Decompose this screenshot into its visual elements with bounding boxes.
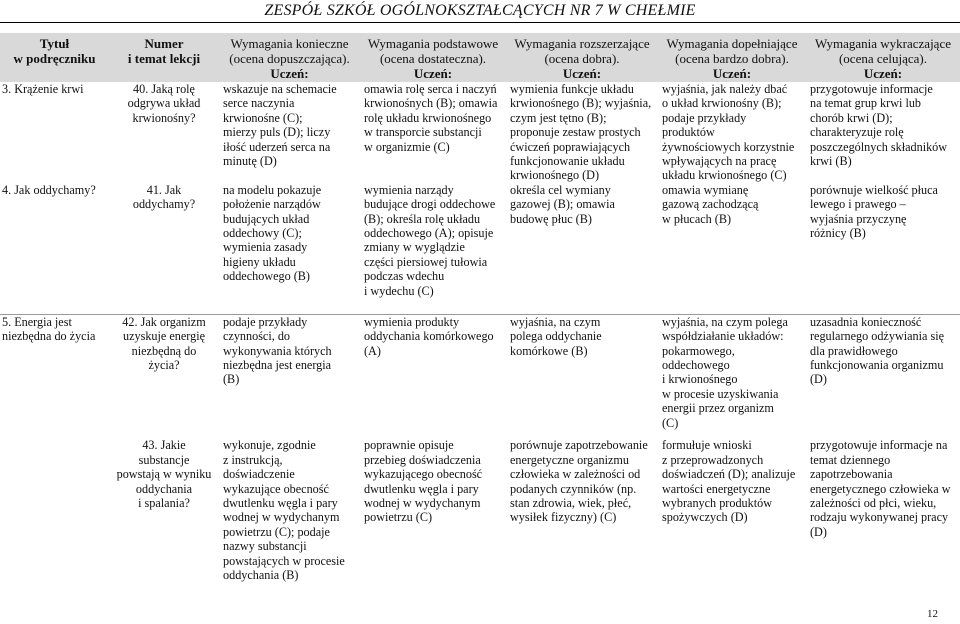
cell-line: zmiany w wyglądzie: [364, 240, 465, 255]
cell-line: energetycznego człowieka w: [810, 481, 951, 496]
header-line: Wymagania dopełniające: [666, 36, 798, 51]
requirements-basic-cell: [360, 438, 506, 582]
requirements-extended-cell: [506, 183, 658, 304]
header-requirements-extended: [506, 33, 658, 82]
cell-line: produktów: [662, 125, 715, 140]
cell-line: wybranych produktów: [662, 495, 773, 510]
cell-line: (D): [810, 372, 827, 387]
gap-cell: [0, 304, 960, 315]
cell-line: porównuje wielkość płuca: [810, 182, 938, 197]
cell-line: pokarmowego,: [662, 343, 735, 358]
cell-line: wartości energetyczne: [662, 481, 771, 496]
cell-line: czynności, do: [223, 329, 291, 344]
header-line: (ocena dobra).: [544, 51, 620, 66]
cell-line: zapotrzebowania: [810, 467, 893, 482]
cell-line: wymienia narządy: [364, 182, 454, 197]
requirements-basic-cell: [360, 183, 506, 304]
cell-line: omawia wymianę: [662, 182, 749, 197]
cell-line: (D): [810, 524, 827, 539]
cell-line: ćwiczeń poprawiających: [510, 139, 631, 154]
cell-line: rolę układu krwionośnego: [364, 110, 492, 125]
cell-line: (A): [364, 343, 381, 358]
cell-line: funkcjonowanie układu: [510, 154, 625, 169]
header-line: (ocena dostateczna).: [379, 51, 487, 66]
requirements-necessary-cell: [219, 82, 360, 183]
cell-line: przygotowuje informacje: [810, 82, 933, 96]
requirements-table: [0, 33, 960, 582]
cell-line: przygotowuje informacje na: [810, 438, 948, 453]
header-line: Uczeń:: [562, 66, 602, 81]
cell-line: powstających w procesie: [223, 553, 345, 568]
table-body: [0, 82, 960, 582]
header-line: i temat lekcji: [127, 51, 201, 66]
cell-line: oddechowego: [662, 358, 730, 373]
cell-line: krwionośnego (B); wyjaśnia,: [510, 96, 652, 111]
cell-line: regularnego odżywiania się: [810, 329, 945, 344]
cell-line: na modelu pokazuje: [223, 182, 322, 197]
requirements-extended-cell: [506, 82, 658, 183]
cell-line: krwionośny?: [132, 110, 196, 125]
requirements-exceeding-cell: [806, 314, 960, 438]
requirements-exceeding-cell: [806, 438, 960, 582]
cell-line: oddechowego (B): [223, 269, 310, 284]
cell-line: i wydechu (C): [364, 283, 434, 298]
cell-line: 4. Jak oddychamy?: [2, 182, 96, 197]
cell-line: wyjaśnia, jak należy dbać: [662, 82, 788, 96]
header-rule: [0, 22, 960, 23]
cell-line: niezbędna do życia: [2, 329, 96, 344]
cell-line: wykazującego obecność: [364, 467, 483, 482]
table-row: [0, 183, 960, 304]
cell-line: 42. Jak organizm: [122, 314, 206, 329]
cell-line: nazwy substancji: [223, 539, 307, 554]
cell-line: uzyskuje energię: [122, 329, 205, 344]
header-requirements-basic: [360, 33, 506, 82]
cell-line: wykonywania których: [223, 343, 332, 358]
requirements-basic-cell: [360, 314, 506, 438]
cell-line: na temat grup krwi lub: [810, 96, 922, 111]
requirements-complementary-cell: [658, 314, 806, 438]
cell-line: (B): [223, 372, 240, 387]
cell-line: poprawnie opisuje: [364, 438, 454, 453]
cell-line: dwutlenku węgla i pary: [364, 481, 479, 496]
cell-line: 5. Energia jest: [2, 314, 72, 329]
cell-line: temat dziennego: [810, 452, 891, 467]
cell-line: budujących układ: [223, 211, 310, 226]
table-row: [0, 82, 960, 183]
header-line: Uczeń:: [712, 66, 752, 81]
header-line: Numer: [144, 36, 184, 51]
cell-line: oddechowego (A); opisuje: [364, 226, 494, 241]
requirements-necessary-cell: [219, 438, 360, 582]
cell-line: gazową zachodzącą: [662, 197, 759, 212]
cell-line: krwionośnego (D): [510, 168, 600, 183]
cell-line: energii przez organizm: [662, 401, 774, 416]
cell-line: proponuje zestaw prostych: [510, 125, 641, 140]
cell-line: dla prawidłowego: [810, 343, 898, 358]
header-line: Uczeń:: [863, 66, 903, 81]
requirements-exceeding-cell: [806, 82, 960, 183]
cell-line: dwutlenku węgla i pary: [223, 495, 338, 510]
cell-line: podaje przykłady: [662, 110, 747, 125]
cell-line: odgrywa układ: [127, 96, 201, 111]
cell-line: położenie narządów: [223, 197, 321, 212]
cell-line: oddychania: [135, 481, 193, 496]
lesson-topic-cell: [109, 438, 219, 582]
cell-line: współdziałanie układów:: [662, 329, 784, 344]
table-header: [0, 33, 960, 82]
cell-line: iłość uderzeń serca na: [223, 139, 331, 154]
cell-line: porównuje zapotrzebowanie: [510, 438, 648, 453]
header-line: Wymagania rozszerzające: [514, 36, 650, 51]
cell-line: spożywczych (D): [662, 510, 748, 525]
cell-line: podanych czynników (np.: [510, 481, 637, 496]
header-requirements-necessary: [219, 33, 360, 82]
section-title-cell: [0, 82, 109, 183]
cell-line: uzasadnia konieczność: [810, 314, 922, 329]
cell-line: rodzaju wykonywanej pracy: [810, 510, 949, 525]
cell-line: wymienia funkcje układu: [510, 82, 634, 96]
cell-line: wskazuje na schemacie: [223, 82, 337, 96]
cell-line: niezbędną do: [131, 343, 197, 358]
lesson-topic-cell: [109, 82, 219, 183]
cell-line: lewego i prawego –: [810, 197, 906, 212]
lesson-topic-cell: [109, 314, 219, 438]
cell-line: polega oddychanie: [510, 329, 602, 344]
header-line: Uczeń:: [413, 66, 453, 81]
cell-line: chorób krwi (D);: [810, 110, 893, 125]
cell-line: wykazujące obecność: [223, 481, 329, 496]
header-requirements-complementary: [658, 33, 806, 82]
cell-line: substancje: [138, 452, 190, 467]
header-title-column: [0, 33, 109, 82]
cell-line: układu krwionośnego (C): [662, 168, 787, 183]
cell-line: oddychania komórkowego: [364, 329, 494, 344]
cell-line: 3. Krążenie krwi: [2, 82, 84, 96]
cell-line: w procesie uzyskiwania: [662, 386, 779, 401]
requirements-complementary-cell: [658, 82, 806, 183]
cell-line: krwionośne (C);: [223, 110, 303, 125]
cell-line: (C): [662, 415, 679, 430]
cell-line: minutę (D): [223, 154, 277, 169]
cell-line: poszczególnych składników: [810, 139, 948, 154]
requirements-necessary-cell: [219, 183, 360, 304]
cell-line: oddychamy?: [132, 197, 196, 212]
cell-line: wymienia zasady: [223, 240, 308, 255]
requirements-complementary-cell: [658, 183, 806, 304]
cell-line: człowieka w zależności od: [510, 467, 641, 482]
lesson-topic-cell: [109, 183, 219, 304]
page-number: 12: [927, 608, 938, 620]
header-line: Tytuł: [39, 36, 70, 51]
cell-line: podczas wdechu: [364, 269, 445, 284]
cell-line: czym jest tętno (B);: [510, 110, 607, 125]
cell-line: wyjaśnia przyczynę: [810, 211, 907, 226]
cell-line: wymienia produkty: [364, 314, 460, 329]
cell-line: 41. Jak: [146, 182, 182, 197]
cell-line: z instrukcją,: [223, 452, 283, 467]
section-title-cell: [0, 438, 109, 582]
cell-line: w płucach (B): [662, 211, 732, 226]
cell-line: wyjaśnia, na czym: [510, 314, 601, 329]
cell-line: i krwionośnego: [662, 372, 738, 387]
header-line: (ocena celująca).: [838, 51, 928, 66]
cell-line: stan zdrowia, wiek, płeć,: [510, 495, 632, 510]
table-row: [0, 438, 960, 582]
cell-line: wyjaśnia, na czym polega: [662, 314, 788, 329]
requirements-extended-cell: [506, 438, 658, 582]
cell-line: formułuje wnioski: [662, 438, 752, 453]
cell-line: doświadczenie: [223, 467, 295, 482]
cell-line: charakteryzuje rolę: [810, 125, 904, 140]
document-header: [0, 2, 960, 20]
header-requirements-exceeding: [806, 33, 960, 82]
header-line: Wymagania konieczne: [230, 36, 349, 51]
cell-line: i spalania?: [138, 495, 190, 510]
cell-line: wodnej w wydychanym: [364, 495, 481, 510]
cell-line: oddychania (B): [223, 568, 299, 582]
cell-line: różnicy (B): [810, 226, 866, 241]
header-line: (ocena dopuszczająca).: [229, 51, 350, 66]
header-lesson-column: [109, 33, 219, 82]
cell-line: wykonuje, zgodnie: [223, 438, 316, 453]
cell-line: komórkowe (B): [510, 343, 588, 358]
cell-line: 40. Jaką rolę: [133, 82, 195, 96]
cell-line: 43. Jakie: [142, 438, 186, 453]
cell-line: omawia rolę serca i naczyń: [364, 82, 497, 96]
cell-line: o układ krwionośny (B);: [662, 96, 782, 111]
cell-line: zależności od płci, wieku,: [810, 495, 937, 510]
cell-line: przebieg doświadczenia: [364, 452, 481, 467]
cell-line: serce naczynia: [223, 96, 295, 111]
section-title-cell: [0, 314, 109, 438]
header-line: w podręczniku: [13, 51, 96, 66]
cell-line: krwionośnych (B); omawia: [364, 96, 498, 111]
cell-line: krwi (B): [810, 154, 852, 169]
requirements-exceeding-cell: [806, 183, 960, 304]
row-gap: [0, 304, 960, 315]
cell-line: życia?: [148, 358, 180, 373]
cell-line: budowę płuc (B): [510, 211, 592, 226]
cell-line: funkcjonowania organizmu: [810, 358, 944, 373]
cell-line: wodnej w wydychanym: [223, 510, 340, 525]
cell-line: powietrzu (C); podaje: [223, 524, 330, 539]
cell-line: higieny układu: [223, 254, 296, 269]
requirements-basic-cell: [360, 82, 506, 183]
header-line: Uczeń:: [270, 66, 309, 81]
header-line: (ocena bardzo dobra).: [675, 51, 789, 66]
cell-line: energetyczne organizmu: [510, 452, 630, 467]
section-title-cell: [0, 183, 109, 304]
header-line: Wymagania wykraczające: [815, 36, 951, 51]
cell-line: podaje przykłady: [223, 314, 308, 329]
requirements-extended-cell: [506, 314, 658, 438]
cell-line: niezbędna jest energia: [223, 358, 332, 373]
cell-line: w transporcie substancji: [364, 125, 482, 140]
cell-line: gazowej (B); omawia: [510, 197, 615, 212]
cell-line: budujące drogi oddechowe: [364, 197, 496, 212]
cell-line: doświadczeń (D); analizuje: [662, 467, 796, 482]
cell-line: części piersiowej tułowia: [364, 254, 488, 269]
cell-line: powietrzu (C): [364, 510, 433, 525]
cell-line: mierzy puls (D); liczy: [223, 125, 331, 140]
cell-line: oddechowy (C);: [223, 226, 302, 241]
school-name: ZESPÓŁ SZKÓŁ OGÓLNOKSZTAŁCĄCYCH NR 7 W CHEŁMIE: [264, 2, 696, 19]
cell-line: żywnościowych korzystnie: [662, 139, 795, 154]
cell-line: wysiłek fizyczny) (C): [510, 510, 617, 525]
requirements-complementary-cell: [658, 438, 806, 582]
cell-line: w organizmie (C): [364, 139, 450, 154]
cell-line: z przeprowadzonych: [662, 452, 764, 467]
table-row: [0, 314, 960, 438]
cell-line: powstają w wyniku: [116, 467, 212, 482]
requirements-necessary-cell: [219, 314, 360, 438]
cell-line: wpływających na pracę: [662, 154, 777, 169]
cell-line: (B); określa rolę układu: [364, 211, 481, 226]
header-line: Wymagania podstawowe: [367, 36, 499, 51]
cell-line: określa cel wymiany: [510, 182, 611, 197]
